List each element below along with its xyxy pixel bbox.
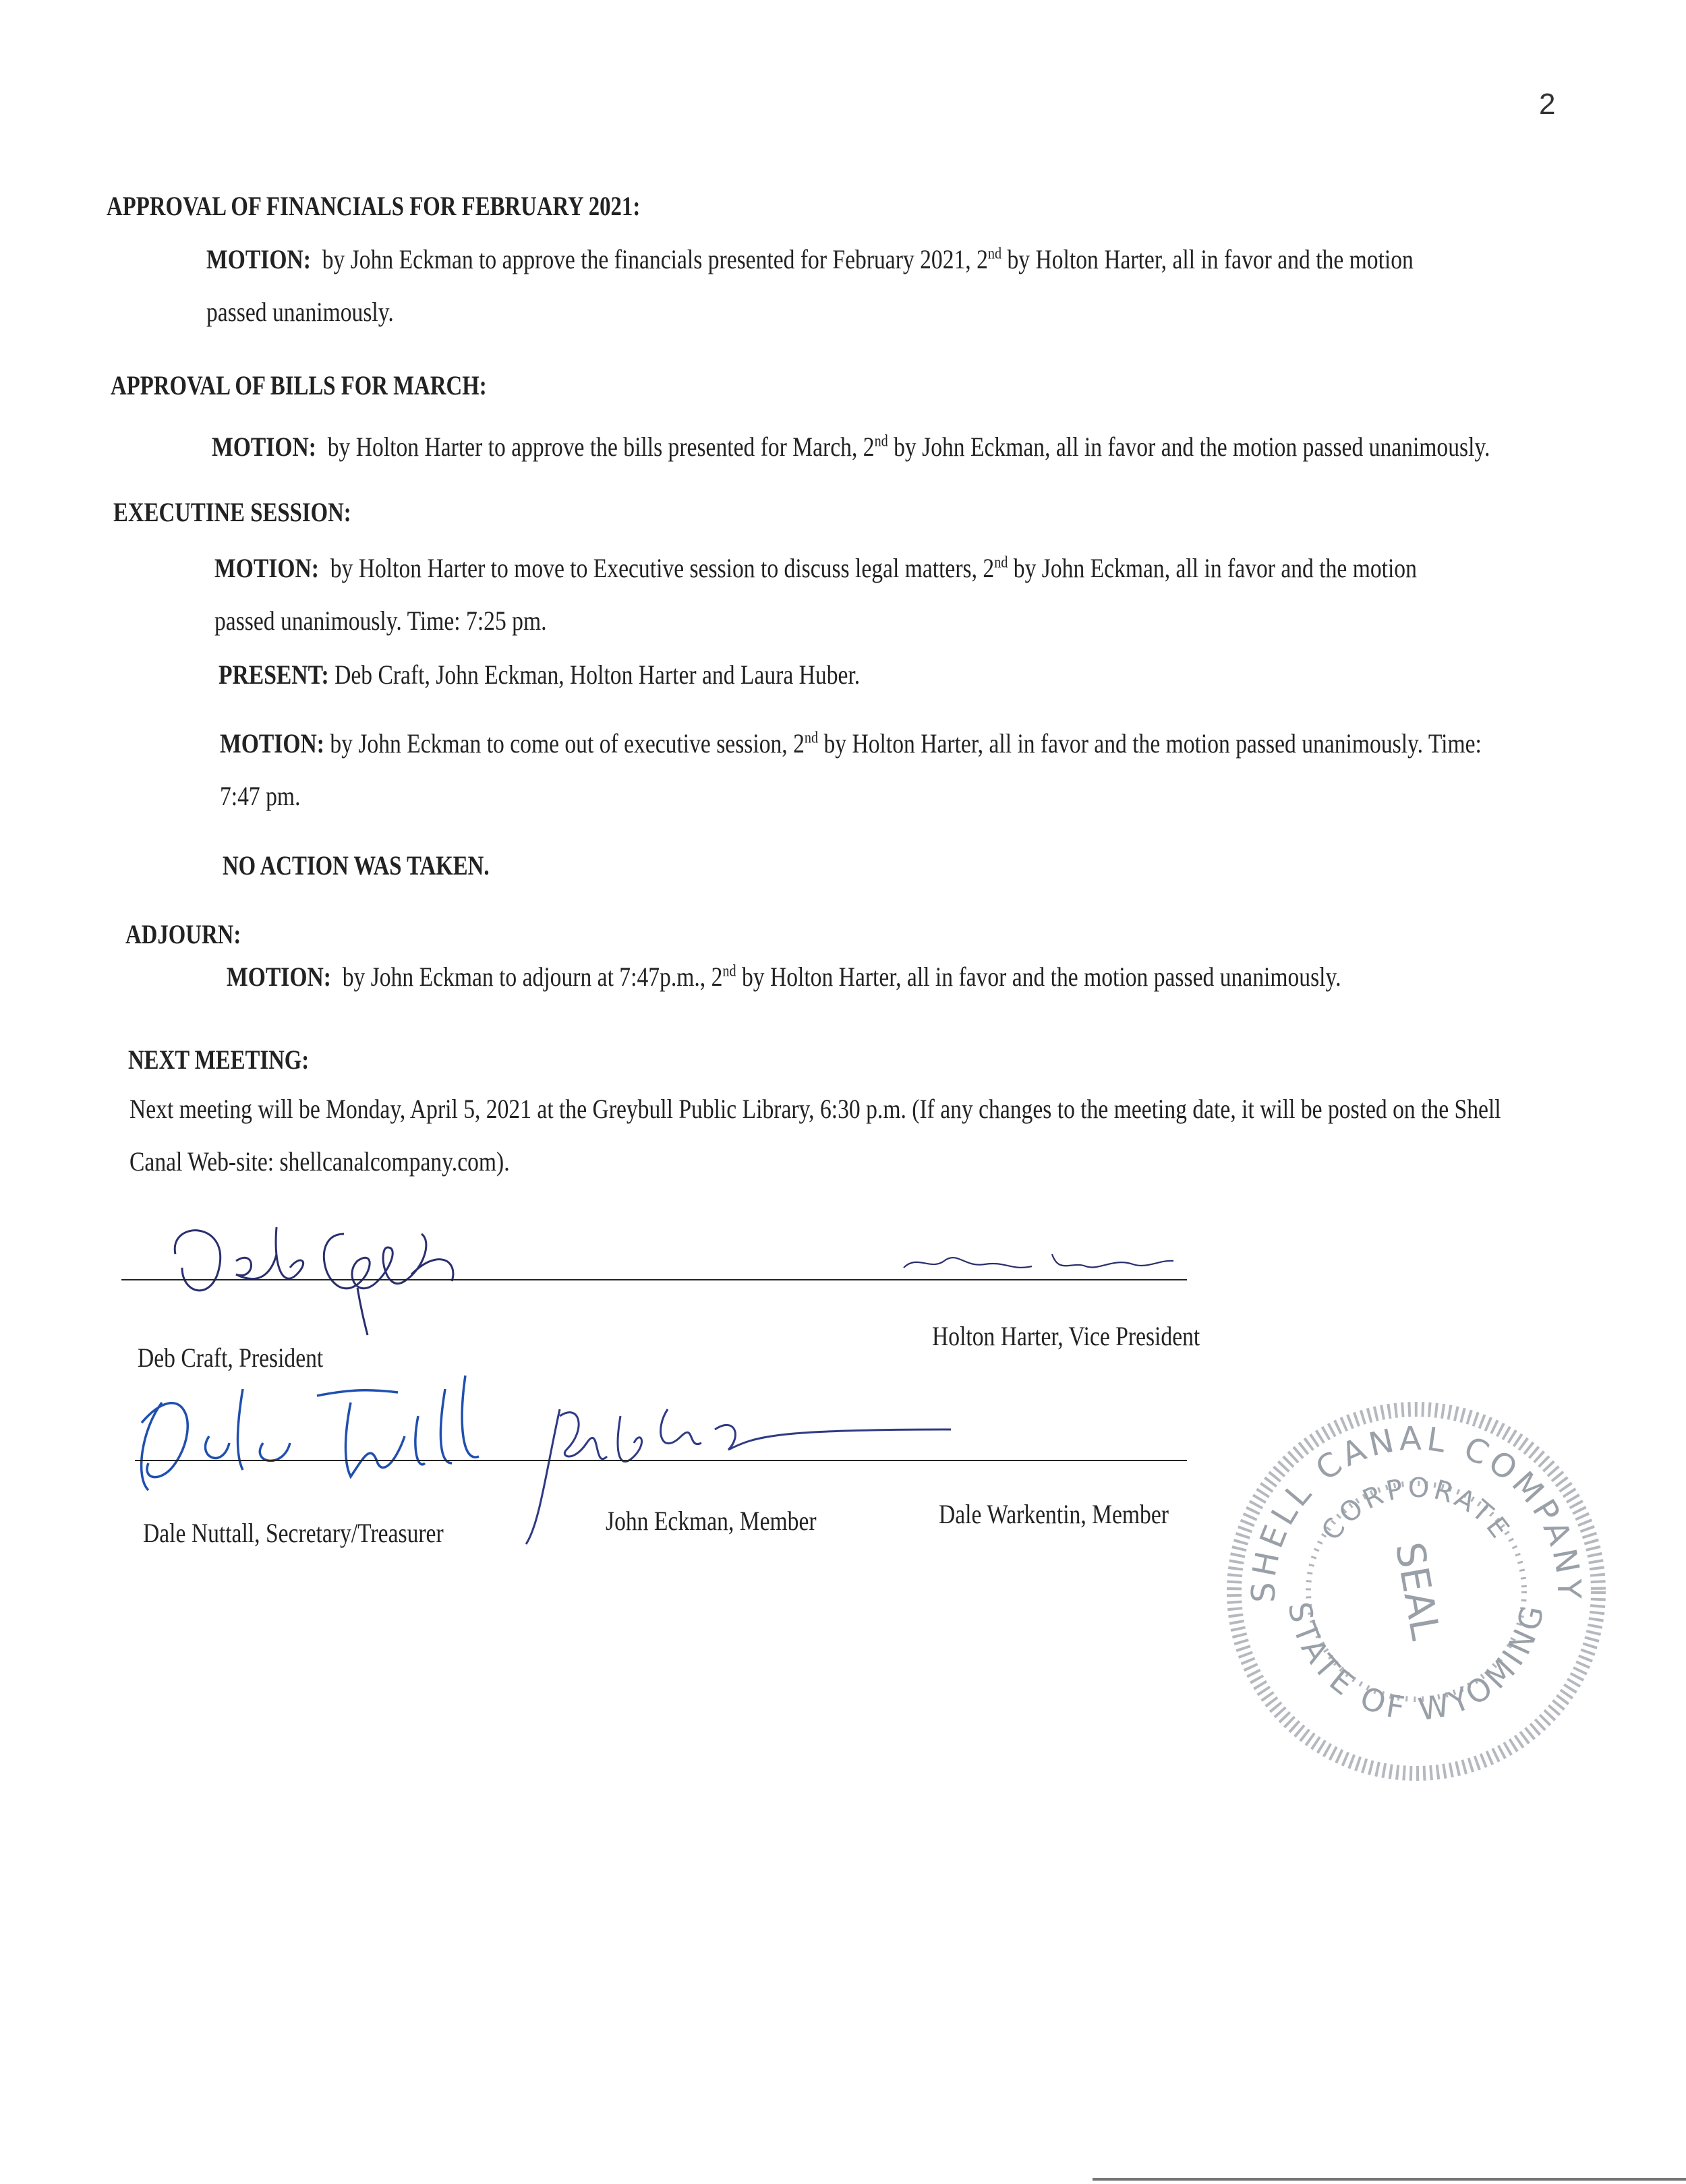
heading-executive-session: EXECUTINE SESSION: [113, 497, 351, 527]
heading-adjourn: ADJOURN: [125, 919, 241, 949]
heading-next-meeting: NEXT MEETING: [128, 1044, 310, 1075]
motion-bills: MOTION: by Holton Harter to approve the bills presented for March, 2nd by John Eckman, all in favor and the motion passed unanimously. [212, 432, 1490, 462]
motion-label: MOTION: [214, 553, 319, 583]
signature-deb-craft [155, 1207, 479, 1342]
label-president: Deb Craft, President [138, 1342, 324, 1373]
label-vice-president: Holton Harter, Vice President [932, 1321, 1200, 1351]
label-member-dale-warkentin: Dale Warkentin, Member [939, 1499, 1169, 1529]
motion-label: MOTION: [212, 432, 316, 462]
seal-inner-text: CORPORATE [1315, 1472, 1517, 1547]
motion-financials: MOTION: by John Eckman to approve the financials presented for February 2021, 2nd by Holton Harter, all in favor and the motion passed unanimously. [206, 244, 1414, 327]
seal-center-text: SEAL [1386, 1539, 1449, 1644]
signature-line-bottom [135, 1460, 1187, 1461]
next-meeting-text: Next meeting will be Monday, April 5, 2021 at the Greybull Public Library, 6:30 p.m. (If any changes to the meeting date, it will be posted on the Shell Canal Web-site: shellcanalcompany.com). [129, 1094, 1501, 1177]
seal-top-text: SHELL CANAL COMPANY [1244, 1419, 1588, 1603]
heading-bills: APPROVAL OF BILLS FOR MARCH: [111, 370, 487, 401]
motion-adjourn: MOTION: by John Eckman to adjourn at 7:47p.m., 2nd by Holton Harter, all in favor and the motion passed unanimously. [227, 962, 1341, 992]
present-list: PRESENT: Deb Craft, John Eckman, Holton Harter and Laura Huber. [219, 659, 861, 690]
motion-executive-enter: MOTION: by Holton Harter to move to Executive session to discuss legal matters, 2nd by John Eckman, all in favor and the motion passed unanimously. Time: 7:25 pm. [214, 553, 1417, 636]
corporate-seal-icon [1221, 1389, 1612, 1794]
svg-text:CORPORATE [1316, 1472, 1517, 1546]
present-label: PRESENT: [219, 659, 329, 690]
heading-financials: APPROVAL OF FINANCIALS FOR FEBRUARY 2021: [107, 191, 641, 221]
motion-executive-exit: MOTION: by John Eckman to come out of executive session, 2nd by Holton Harter, all in favor and the motion passed unanimously. Time: 7:47 pm. [220, 728, 1482, 811]
signature-dale-nuttall [128, 1362, 492, 1497]
motion-label: MOTION: [206, 244, 311, 274]
no-action-note: NO ACTION WAS TAKEN. [223, 850, 490, 881]
label-member-john-eckman: John Eckman, Member [606, 1506, 817, 1536]
label-secretary-treasurer: Dale Nuttall, Secretary/Treasurer [143, 1518, 444, 1548]
signature-holton-harter [897, 1241, 1180, 1281]
seal-bottom-text: STATE OF WYOMING [1281, 1598, 1552, 1728]
motion-label: MOTION: [227, 962, 331, 992]
motion-label: MOTION: [220, 728, 324, 759]
scan-edge [1093, 2178, 1686, 2181]
page-number: 2 [1539, 88, 1556, 121]
